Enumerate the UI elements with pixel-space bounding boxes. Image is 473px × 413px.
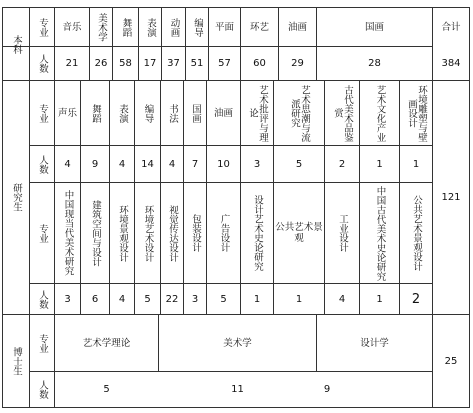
grad-major: 环境艺术设计 — [142, 204, 154, 262]
grad-count: 9 — [91, 158, 99, 170]
grad-count: 1 — [376, 293, 383, 305]
grad-major: 艺术文化产业 — [374, 84, 386, 142]
grad-major: 国画 — [190, 103, 201, 123]
grad-title: 研究生 — [11, 183, 22, 212]
grad-major: 环境景观设计 — [117, 204, 128, 262]
phd-major: 艺术学理论 — [82, 337, 131, 349]
grad-count: 3 — [253, 158, 261, 170]
undergrad-count: 28 — [368, 58, 381, 69]
grad-count: 1 — [412, 158, 420, 170]
undergrad-major: 表演 — [145, 17, 156, 37]
grad-count: 2 — [411, 291, 421, 307]
grad-major: 艺术思潮与流派研究 — [289, 84, 310, 142]
undergrad-count: 29 — [291, 58, 304, 69]
grad-total: 121 — [441, 192, 461, 203]
grad-major: 视觉传达设计 — [167, 204, 178, 262]
grad-count: 1 — [376, 158, 383, 170]
grad-count: 4 — [64, 158, 71, 170]
phd-total: 25 — [444, 355, 458, 367]
grad-count: 2 — [338, 158, 346, 170]
grad-major: 声乐 — [57, 107, 77, 119]
undergrad-major: 美术学 — [96, 12, 107, 42]
phd-count: 11 — [231, 384, 244, 395]
grad-major: 油画 — [213, 107, 233, 119]
grad-major: 环境雕塑与壁画设计 — [406, 84, 427, 142]
grad-major: 艺术批评与理论 — [247, 84, 268, 142]
undergrad-major: 平面 — [214, 21, 234, 33]
phd-major-label: 专业 — [37, 333, 48, 353]
grad-major: 公共艺术景观设计 — [411, 195, 422, 271]
grad-count: 4 — [168, 158, 176, 170]
grad-count: 4 — [118, 158, 126, 170]
undergrad-major: 编导 — [192, 17, 203, 37]
grad-major: 包装设计 — [190, 214, 201, 252]
grad-count-label-2: 人数 — [37, 289, 48, 309]
grad-count: 5 — [220, 293, 227, 305]
undergrad-major: 油画 — [287, 21, 307, 33]
undergrad-major: 音乐 — [62, 21, 82, 33]
undergrad-major-label: 专业 — [37, 17, 48, 37]
undergrad-total: 384 — [441, 58, 461, 69]
grad-count: 4 — [118, 293, 126, 305]
grad-major: 广告设计 — [218, 214, 230, 252]
undergrad-count: 60 — [253, 58, 266, 69]
undergrad-count: 17 — [143, 58, 157, 69]
undergrad-count: 58 — [119, 58, 132, 69]
grad-count: 22 — [165, 293, 179, 305]
undergrad-major: 舞蹈 — [120, 17, 132, 37]
grad-count: 3 — [64, 293, 71, 305]
phd-major: 美术学 — [223, 337, 252, 349]
phd-count-label: 人数 — [37, 380, 48, 399]
grad-count: 7 — [191, 158, 199, 170]
phd-major: 设计学 — [360, 337, 389, 349]
grad-major-label-2: 专业 — [37, 223, 48, 243]
grad-count: 6 — [91, 293, 99, 305]
undergrad-count: 21 — [65, 58, 79, 69]
undergrad-count: 37 — [167, 58, 180, 69]
grad-count: 1 — [253, 293, 261, 305]
grad-count-label: 人数 — [37, 154, 48, 174]
undergrad-count: 26 — [94, 58, 108, 69]
grad-major: 中国古代美术史论研究 — [374, 185, 386, 281]
grad-major: 编导 — [142, 103, 154, 123]
phd-title: 博士生 — [11, 346, 22, 376]
undergrad-major: 动画 — [168, 17, 180, 37]
undergrad-count: 57 — [218, 58, 231, 69]
grad-major: 工业设计 — [337, 214, 348, 252]
phd-count: 9 — [323, 384, 331, 395]
grad-count: 5 — [144, 293, 151, 305]
undergrad-count-label: 人数 — [37, 54, 48, 73]
grad-count: 14 — [141, 158, 154, 170]
phd-count: 5 — [103, 384, 110, 395]
grad-count: 3 — [191, 293, 199, 305]
undergrad-count: 51 — [190, 58, 204, 69]
grad-major: 设计艺术史论研究 — [252, 195, 263, 271]
grad-count: 5 — [295, 158, 303, 170]
grad-major: 建筑空间与设计 — [90, 199, 101, 267]
grad-major-label: 专业 — [37, 103, 48, 123]
total-label: 合计 — [441, 21, 461, 33]
grad-major: 舞蹈 — [90, 103, 101, 123]
grad-count: 4 — [338, 293, 346, 305]
undergrad-major: 环艺 — [249, 21, 269, 33]
undergrad-major: 国画 — [364, 21, 384, 33]
undergrad-title: 本科 — [11, 34, 22, 54]
grad-count: 10 — [217, 158, 230, 170]
grad-count: 1 — [295, 293, 303, 305]
grad-major: 中国现当代美术研究 — [62, 190, 74, 276]
grad-major: 公共艺术景观 — [275, 222, 323, 244]
grad-major: 表演 — [117, 103, 128, 123]
grad-major: 书法 — [167, 103, 178, 123]
grad-major: 古代美术品鉴赏 — [332, 84, 353, 142]
